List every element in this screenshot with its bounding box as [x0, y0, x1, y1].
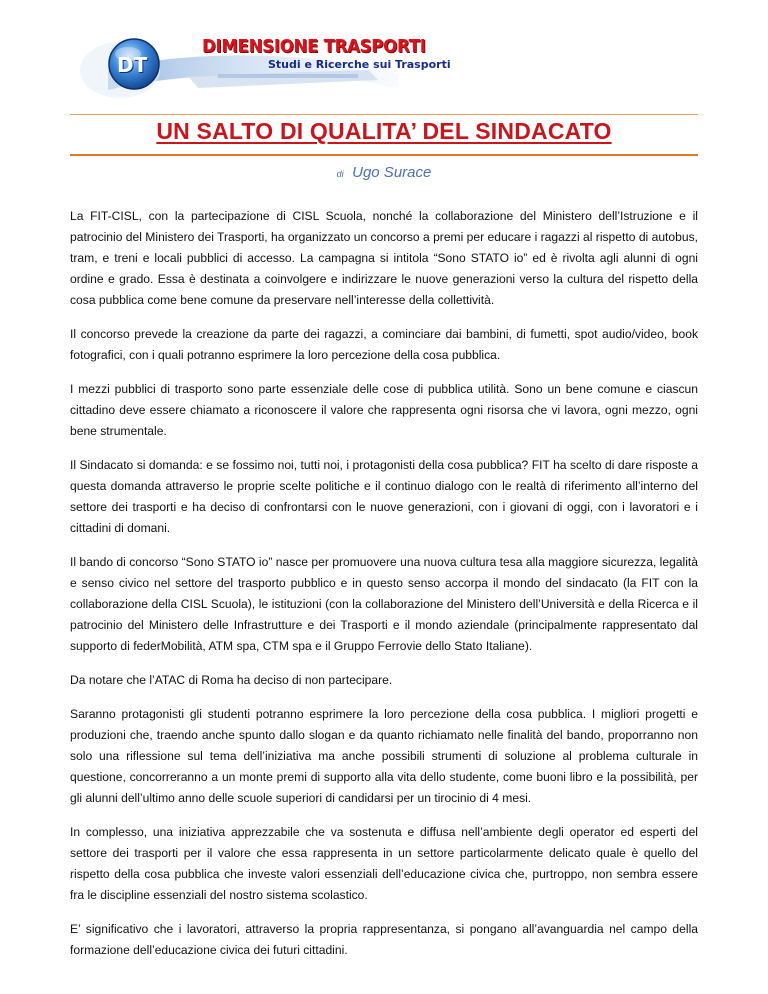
logo-initials: DT [117, 53, 148, 77]
paragraph: Saranno protagonisti gli studenti potranno esprimere la loro percezione della cosa pubblica. I migliori progetti e produzioni che, traendo anche spunto dallo slogan e da quanto richiamato nelle finalità del bando, proporranno non solo una riflessione sul tema dell’iniziativa ma anche possibili strumenti di soluzione al problema culturale in questione, concorreranno a un monte premi di supporto alla vita dello studente, come buoni libro e la possibilità, per gli alunni dell’ultimo anno delle scuole superiori di candidarsi per un tirocinio di 4 mesi. [70, 707, 698, 805]
paragraph: I mezzi pubblici di trasporto sono parte essenziale delle cose di pubblica utilità. Sono un bene comune e ciascun cittadino deve essere chiamato a riconoscere il valore che rappresenta ogni risorsa che vi lavora, ogni mezzo, ogni bene strumentale. [70, 382, 698, 438]
paragraph: Il concorso prevede la creazione da parte dei ragazzi, a cominciare dai bambini, di fumetti, spot audio/video, book fotografici, con i quali potranno esprimere la loro percezione della cosa pubblica. [70, 327, 698, 362]
article-title: UN SALTO DI QUALITA’ DEL SINDACATO [156, 118, 612, 144]
paragraph: Da notare che l’ATAC di Roma ha deciso di non partecipare. [70, 673, 393, 687]
byline-prefix: di [336, 169, 344, 179]
paragraph: Il Sindacato si domanda: e se fossimo noi, tutti noi, i protagonisti della cosa pubblica? FIT ha scelto di dare risposte a questa domanda attraverso le proprie scelte politiche e il continuo dialogo con le realtà di riferimento all’interno del settore dei trasporti e ha deciso di confrontarsi con le nuove generazioni, con i giovani di oggi, con i lavoratori e i cittadini di domani. [70, 458, 698, 535]
brand-title: DIMENSIONE TRASPORTI [202, 36, 426, 57]
paragraph: Il bando di concorso “Sono STATO io” nasce per promuovere una nuova cultura tesa alla maggiore sicurezza, legalità e senso civico nel settore del trasporto pubblico e in questo senso accorpa il mondo del sindacato (la FIT con la collaborazione della CISL Scuola), le istituzioni (con la collaborazione del Ministero dell’Università e della Ricerca e il patrocinio del Ministero delle Infrastrutture e dei Trasporti e il mondo aziendale (principalmente rappresentato dal supporto di federMobilità, ATM spa, CTM spa e il Gruppo Ferrovie dello Stato Italiane). [70, 555, 698, 653]
brand-subtitle: Studi e Ricerche sui Trasporti [268, 58, 451, 71]
paragraph: In complesso, una iniziativa apprezzabile che va sostenuta e diffusa nell’ambiente degli operator ed esperti del settore dei trasporti per il valore che essa rappresenta in un settore particolarmente delicato quale è quello del rispetto della cosa pubblica che investe valori essenziali dell’educazione civica che, purtroppo, non sembra essere fra le discipline essenziali del nostro sistema scolastico. [70, 825, 698, 902]
title-rule-top [70, 114, 698, 115]
title-rule-bottom [70, 154, 698, 156]
paragraph: La FIT-CISL, con la partecipazione di CISL Scuola, nonché la collaborazione del Ministero dell’Istruzione e il patrocinio del Ministero dei Trasporti, ha organizzato un concorso a premi per educare i ragazzi al rispetto di autobus, tram, e treni e locali pubblici di accesso. La campagna si intitola “Sono STATO io” ed è rivolta agli alunni di ogni ordine e grado. Essa è destinata a coinvolgere e indirizzare le nuove generazioni verso la cultura del rispetto della cosa pubblica come bene comune da preservare nell’interesse della collettività. [70, 209, 698, 307]
author-name: Ugo Surace [352, 164, 432, 181]
dimensione-trasporti-logo [68, 30, 468, 102]
paragraph: E’ significativo che i lavoratori, attraverso la propria rappresentanza, si pongano all’avanguardia nel campo della formazione dell’educazione civica dei futuri cittadini. [70, 922, 698, 957]
article-body [70, 206, 698, 974]
byline [70, 164, 698, 182]
